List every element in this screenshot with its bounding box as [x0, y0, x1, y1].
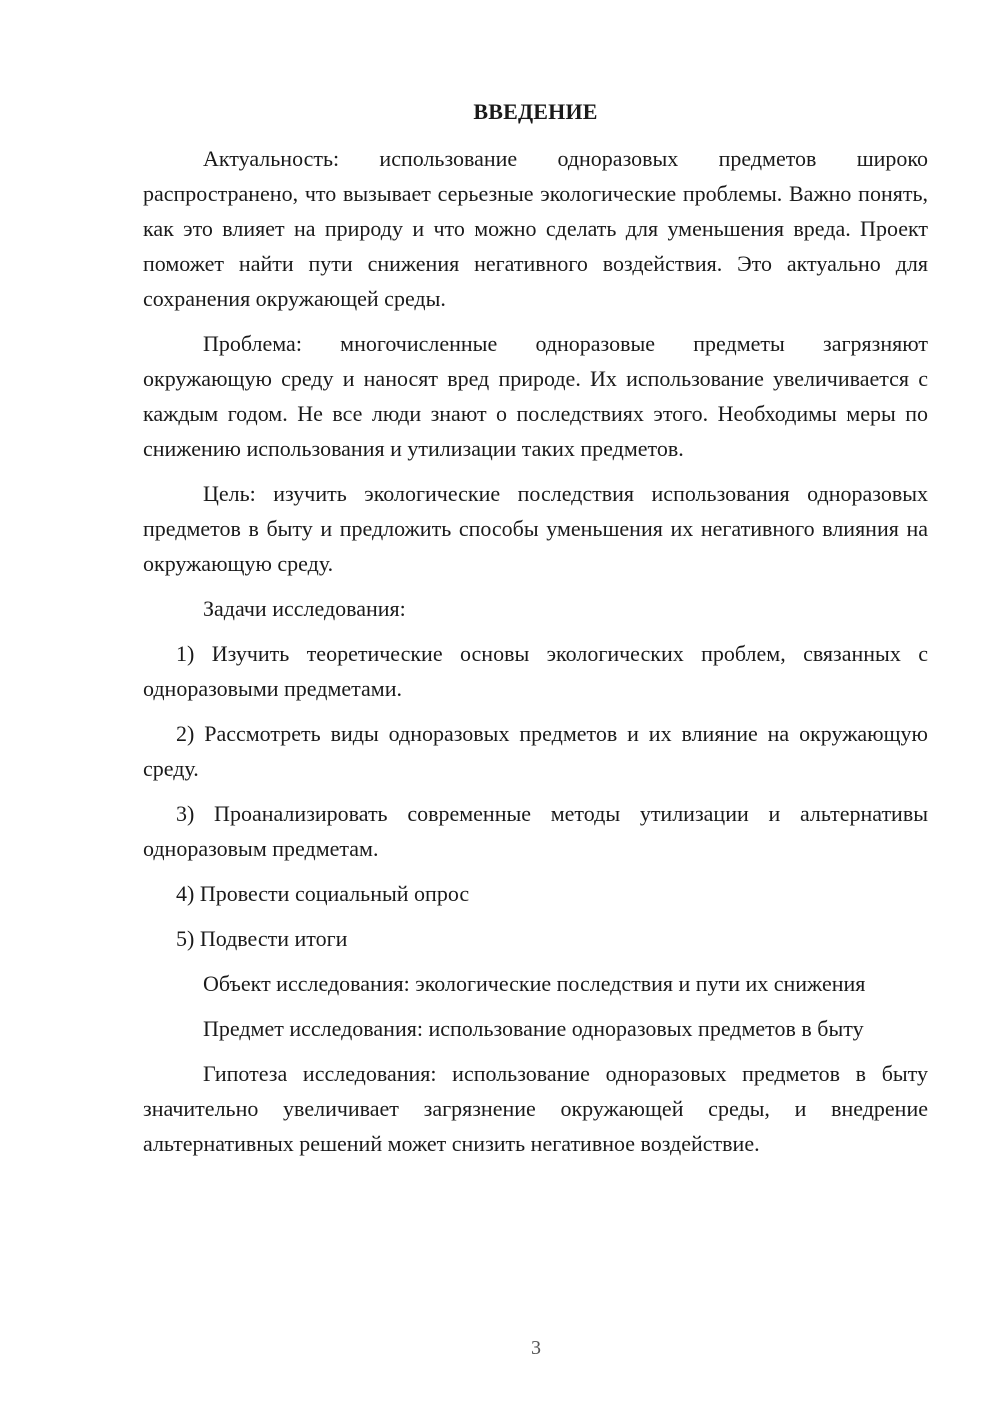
- page-content: [143, 94, 928, 1171]
- task-item: 2) Рассмотреть виды одноразовых предметов и их влияние на окружающую среду.: [143, 721, 928, 781]
- goal-paragraph: Цель: изучить экологические последствия использования одноразовых предметов в быту и предложить способы уменьшения их негативного влияния на окружающую среду.: [143, 481, 928, 576]
- hypothesis-paragraph: Гипотеза исследования: использование одноразовых предметов в быту значительно увеличивает загрязнение окружающей среды, и внедрение альтернативных решений может снизить негативное воздействие.: [143, 1061, 928, 1156]
- task-item: 3) Проанализировать современные методы утилизации и альтернативы одноразовым предметам.: [143, 801, 928, 861]
- relevance-paragraph: Актуальность: использование одноразовых предметов широко распространено, что вызывает серьезные экологические проблемы. Важно понять, как это влияет на природу и что можно сделать для уменьшения вреда. Проект поможет найти пути снижения негативного воздействия. Это актуально для сохранения окружающей среды.: [143, 146, 928, 311]
- object-paragraph: Объект исследования: экологические последствия и пути их снижения: [203, 971, 866, 996]
- task-item: 5) Подвести итоги: [176, 926, 348, 951]
- page-number: 3: [531, 1337, 541, 1359]
- task-item: 4) Провести социальный опрос: [176, 881, 470, 906]
- task-item: 1) Изучить теоретические основы экологических проблем, связанных с одноразовыми предметами.: [143, 641, 928, 701]
- page-title: ВВЕДЕНИЕ: [473, 99, 598, 124]
- tasks-heading: Задачи исследования:: [203, 596, 406, 621]
- subject-paragraph: Предмет исследования: использование одноразовых предметов в быту: [203, 1016, 864, 1041]
- problem-paragraph: Проблема: многочисленные одноразовые предметы загрязняют окружающую среду и наносят вред природе. Их использование увеличивается с каждым годом. Не все люди знают о последствиях этого. Необходимы меры по снижению использования и утилизации таких предметов.: [143, 331, 928, 461]
